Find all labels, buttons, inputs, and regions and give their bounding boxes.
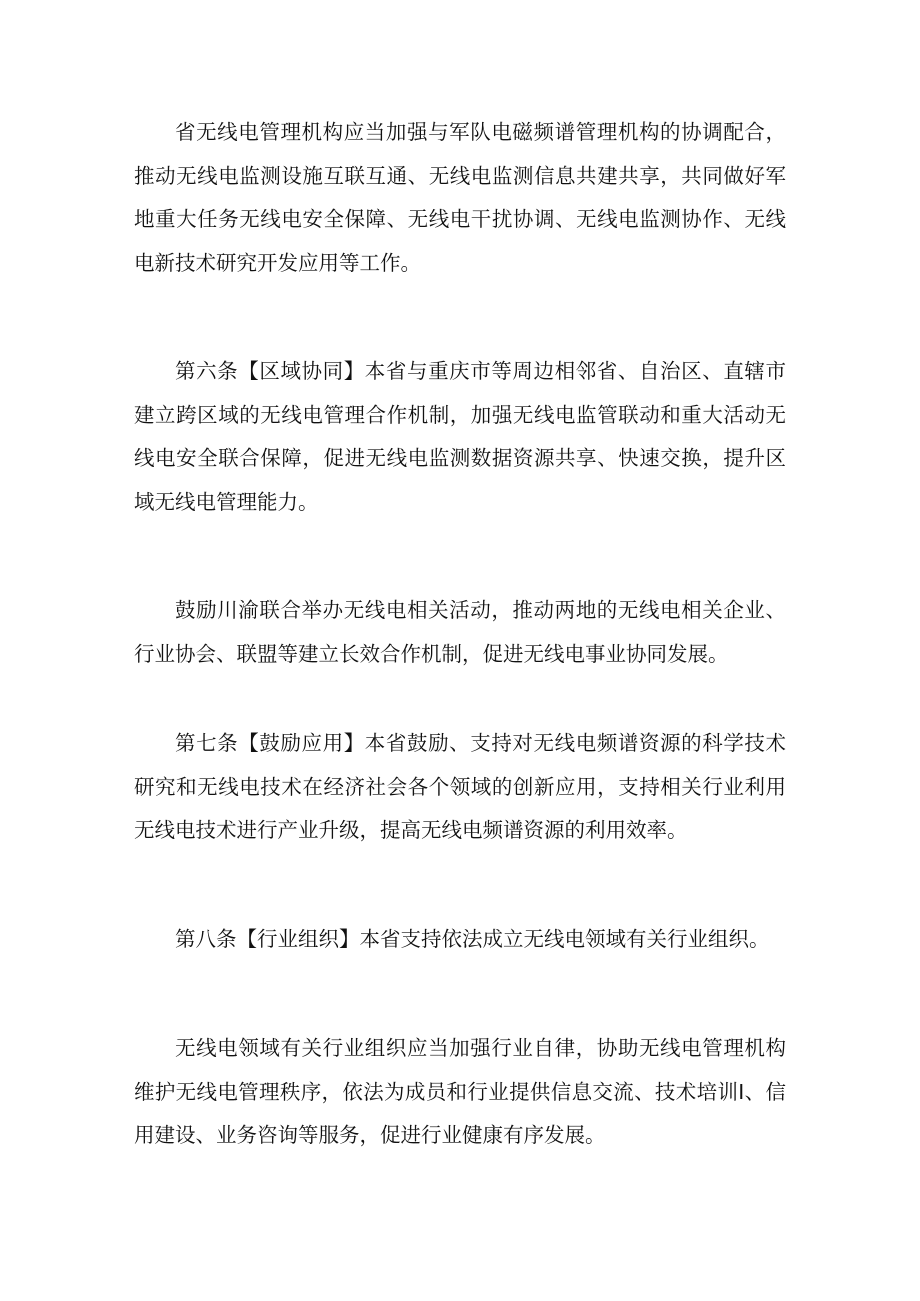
paragraph-sichuan-chongqing-cooperation: 鼓励川渝联合举办无线电相关活动，推动两地的无线电相关企业、行业协会、联盟等建立长效合作机制，促进无线电事业协同发展。 — [134, 598, 786, 666]
paragraph-article-6-regional-coordination: 第六条【区域协同】本省与重庆市等周边相邻省、自治区、直辖市建立跨区域的无线电管理合作机制，加强无线电监管联动和重大活动无线电安全联合保障，促进无线电监测数据资源共享、快速交换，提升区域无线电管理能力。 — [134, 359, 786, 514]
paragraph-article-7-encourage-application: 第七条【鼓励应用】本省鼓励、支持对无线电频谱资源的科学技术研究和无线电技术在经济社会各个领域的创新应用，支持相关行业利用无线电技术进行产业升级，提高无线电频谱资源的利用效率。 — [134, 731, 786, 842]
paragraph-industry-self-discipline: 无线电领域有关行业组织应当加强行业自律，协助无线电管理机构维护无线电管理秩序，依法为成员和行业提供信息交流、技术培训I、信用建设、业务咨询等服务，促进行业健康有序发展。 — [134, 1036, 786, 1147]
paragraph-article-8-industry-organizations: 第八条【行业组织】本省支持依法成立无线电领域有关行业组织。 — [175, 927, 770, 951]
paragraph-military-coordination: 省无线电管理机构应当加强与军队电磁频谱管理机构的协调配合，推动无线电监测设施互联互通、无线电监测信息共建共享，共同做好军地重大任务无线电安全保障、无线电干扰协调、无线电监测协作、无线电新技术研究开发应用等工作。 — [134, 120, 786, 275]
